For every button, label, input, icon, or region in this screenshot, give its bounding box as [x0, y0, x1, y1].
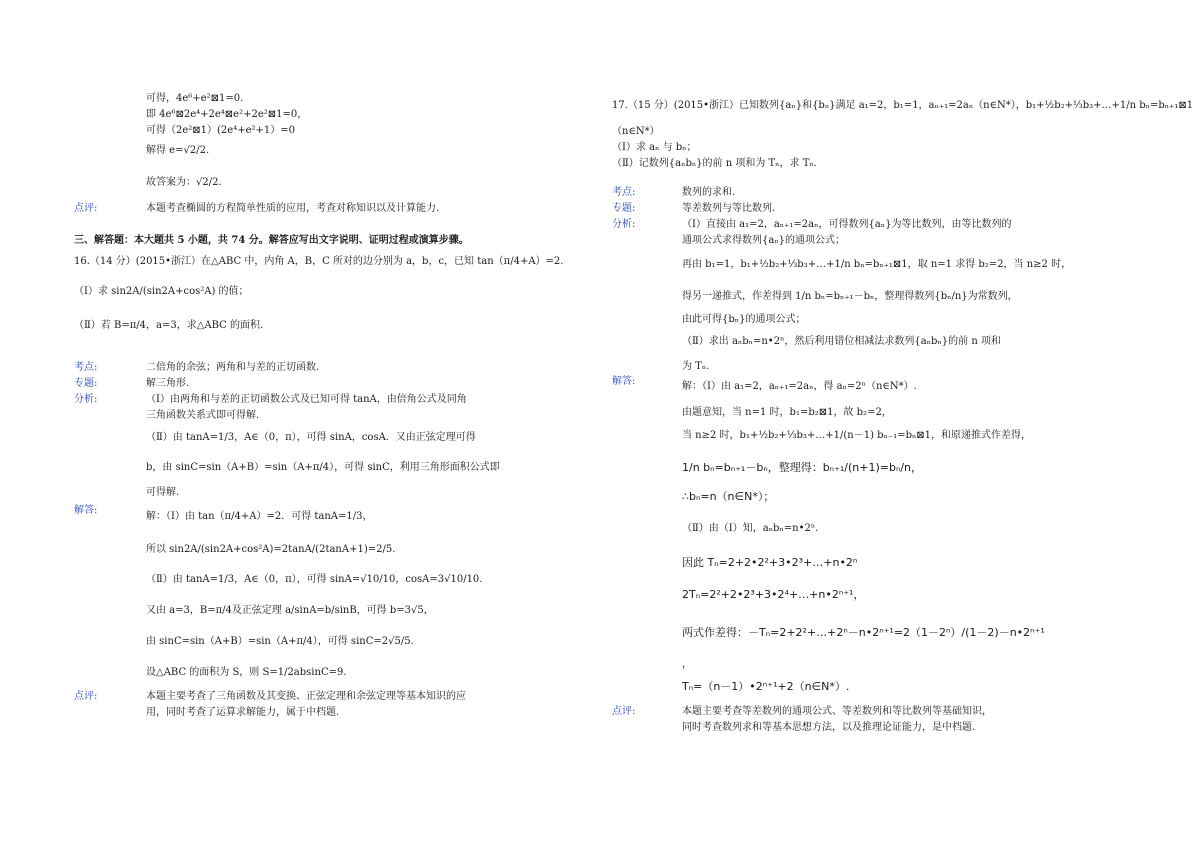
section-header: 三、解答题：本大题共 5 小题，共 74 分。解答应写出文字说明、证明过程或演算步骤。 — [74, 235, 469, 246]
jieda-line: 设△ABC 的面积为 S，则 S=1/2absinC=9. — [146, 667, 347, 678]
dianping-text: 本题考查椭圆的方程简单性质的应用，考查对称知识以及计算能力. — [146, 203, 440, 214]
dianping-label: 点评: — [74, 691, 98, 702]
question-16-part-ii: （Ⅱ）若 B=π/4，a=3，求△ABC 的面积. — [74, 320, 264, 331]
dianping-line: 用，同时考查了运算求解能力，属于中档题. — [146, 707, 340, 718]
zhuanti-label: 专题: — [74, 378, 98, 389]
fenxi-line: 得另一递推式，作差得到 1/n bₙ=bₙ₊₁－bₙ，整理得数列{bₙ/n}为常数列， — [682, 291, 1018, 302]
jieda-line: 由题意知，当 n=1 时，b₁=b₂⊠1，故 b₂=2， — [682, 407, 892, 418]
question-17-part-i: （Ⅰ）求 aₙ 与 bₙ； — [612, 142, 697, 153]
zhuanti-text: 解三角形. — [146, 378, 190, 389]
question-16: 16.（14 分）(2015•浙江）在△ABC 中，内角 A，B，C 所对的边分别为 a，b，c，已知 tan（π/4+A）=2. — [74, 256, 564, 267]
kaodian-label: 考点: — [612, 187, 636, 198]
fenxi-line: （Ⅰ）直接由 a₁=2，aₙ₊₁=2aₙ，可得数列{aₙ}为等比数列，由等比数列的 — [682, 219, 1012, 230]
jieda-line: 由 sinC=sin（A+B）=sin（A+π/4），可得 sinC=2√5/5. — [146, 636, 414, 647]
fenxi-line: b，由 sinC=sin（A+B）=sin（A+π/4），可得 sinC，利用三角形面积公式即 — [146, 462, 500, 473]
dianping-line: 本题主要考查了三角函数及其变换、正弦定理和余弦定理等基本知识的应 — [146, 691, 466, 702]
fenxi-line: 三角函数关系式即可得解. — [146, 410, 260, 421]
fenxi-line: 可得解. — [146, 487, 180, 498]
jieda-line: 因此 Tₙ=2+2•2²+3•2³+…+n•2ⁿ — [682, 556, 858, 569]
jieda-line: （Ⅱ）由（Ⅰ）知，aₙbₙ=n•2ⁿ. — [682, 523, 819, 534]
dianping-label: 点评: — [612, 706, 636, 717]
dianping-line: 同时考查数列求和等基本思想方法，以及推理论证能力，是中档题. — [682, 722, 976, 733]
question-16-part-i: （Ⅰ）求 sin2A/(sin2A+cos²A) 的值； — [74, 286, 249, 297]
fenxi-line: 通项公式求得数列{aₙ}的通项公式； — [682, 235, 846, 246]
text-line: 即 4e⁶⊠2e⁴+2e⁴⊠e²+2e²⊠1=0， — [146, 109, 308, 120]
jieda-line: Tₙ=（n－1）•2ⁿ⁺¹+2（n∈N*）. — [682, 680, 850, 693]
dianping-label: 点评: — [74, 203, 98, 214]
text-line: 可得，4e⁶+e²⊠1=0. — [146, 93, 244, 104]
jieda-line: 解：（Ⅰ）由 tan（π/4+A）=2．可得 tanA=1/3， — [146, 511, 373, 522]
fenxi-line: 为 Tₙ. — [682, 361, 710, 372]
jieda-line: 当 n≥2 时，b₁+½b₂+⅓b₃+…+1/(n－1) bₙ₋₁=bₙ⊠1，和原递推式作差得， — [682, 430, 1032, 441]
jieda-label: 解答: — [612, 376, 636, 387]
jieda-line: 1/n bₙ=bₙ₊₁－bₙ，整理得：bₙ₊₁/(n+1)=bₙ/n， — [682, 461, 923, 474]
question-17-part-ii: （Ⅱ）记数列{aₙbₙ}的前 n 项和为 Tₙ，求 Tₙ. — [612, 158, 817, 169]
jieda-line: 两式作差得：－Tₙ=2+2²+…+2ⁿ－n•2ⁿ⁺¹=2（1－2ⁿ）/(1－2)－n•2ⁿ⁺¹ — [682, 626, 1045, 639]
fenxi-label: 分析: — [612, 219, 636, 230]
fenxi-line: （Ⅰ）由两角和与差的正切函数公式及已知可得 tanA，由倍角公式及同角 — [146, 394, 467, 405]
jieda-line: 所以 sin2A/(sin2A+cos²A)=2tanA/(2tanA+1)=2/5. — [146, 544, 396, 555]
fenxi-label: 分析: — [74, 394, 98, 405]
question-17-n: （n∈N*） — [612, 126, 660, 137]
jieda-label: 解答: — [74, 505, 98, 516]
fenxi-line: （Ⅱ）由 tanA=1/3，A∈（0，π），可得 sinA，cosA．又由正弦定理可得 — [146, 432, 476, 443]
kaodian-label: 考点: — [74, 362, 98, 373]
dianping-line: 本题主要考查等差数列的通项公式、等差数列和等比数列等基础知识， — [682, 706, 992, 717]
text-line: 故答案为：√2/2. — [146, 177, 222, 188]
text-line: 可得（2e²⊠1）(2e⁴+e²+1）=0 — [146, 125, 296, 136]
fenxi-line: 再由 b₁=1，b₁+½b₂+⅓b₃+…+1/n bₙ=bₙ₊₁⊠1，取 n=1 求得 b₂=2，当 n≥2 时， — [682, 259, 1072, 270]
fenxi-line: （Ⅱ）求出 aₙbₙ=n•2ⁿ，然后利用错位相减法求数列{aₙbₙ}的前 n 项和 — [682, 336, 1001, 347]
kaodian-text: 数列的求和. — [682, 187, 736, 198]
fenxi-line: 由此可得{bₙ}的通项公式； — [682, 314, 806, 325]
text-line: 解得 e=√2/2. — [146, 145, 210, 156]
jieda-line: ∴bₙ=n（n∈N*）； — [682, 490, 775, 503]
jieda-line: 又由 a=3，B=π/4及正弦定理 a/sinA=b/sinB，可得 b=3√5， — [146, 605, 434, 616]
jieda-line: 2Tₙ=2²+2•2³+3•2⁴+…+n•2ⁿ⁺¹， — [682, 588, 865, 601]
question-17: 17.（15 分）(2015•浙江）已知数列{aₙ}和{bₙ}满足 a₁=2，b₁=1，aₙ₊₁=2aₙ（n∈N*），b₁+½b₂+⅓b₃+…+1/n bₙ=bₙ₊₁⊠1 — [612, 100, 1194, 111]
kaodian-text: 二倍角的余弦；两角和与差的正切函数. — [146, 362, 320, 373]
jieda-line: （Ⅱ）由 tanA=1/3，A∈（0，π），可得 sinA=√10/10，cosA=3√10/10. — [146, 574, 483, 585]
jieda-line: 解：（Ⅰ）由 a₁=2，aₙ₊₁=2aₙ，得 aₙ=2ⁿ（n∈N*）. — [682, 381, 917, 392]
zhuanti-text: 等差数列与等比数列. — [682, 203, 776, 214]
jieda-line: ， — [682, 659, 692, 670]
zhuanti-label: 专题: — [612, 203, 636, 214]
